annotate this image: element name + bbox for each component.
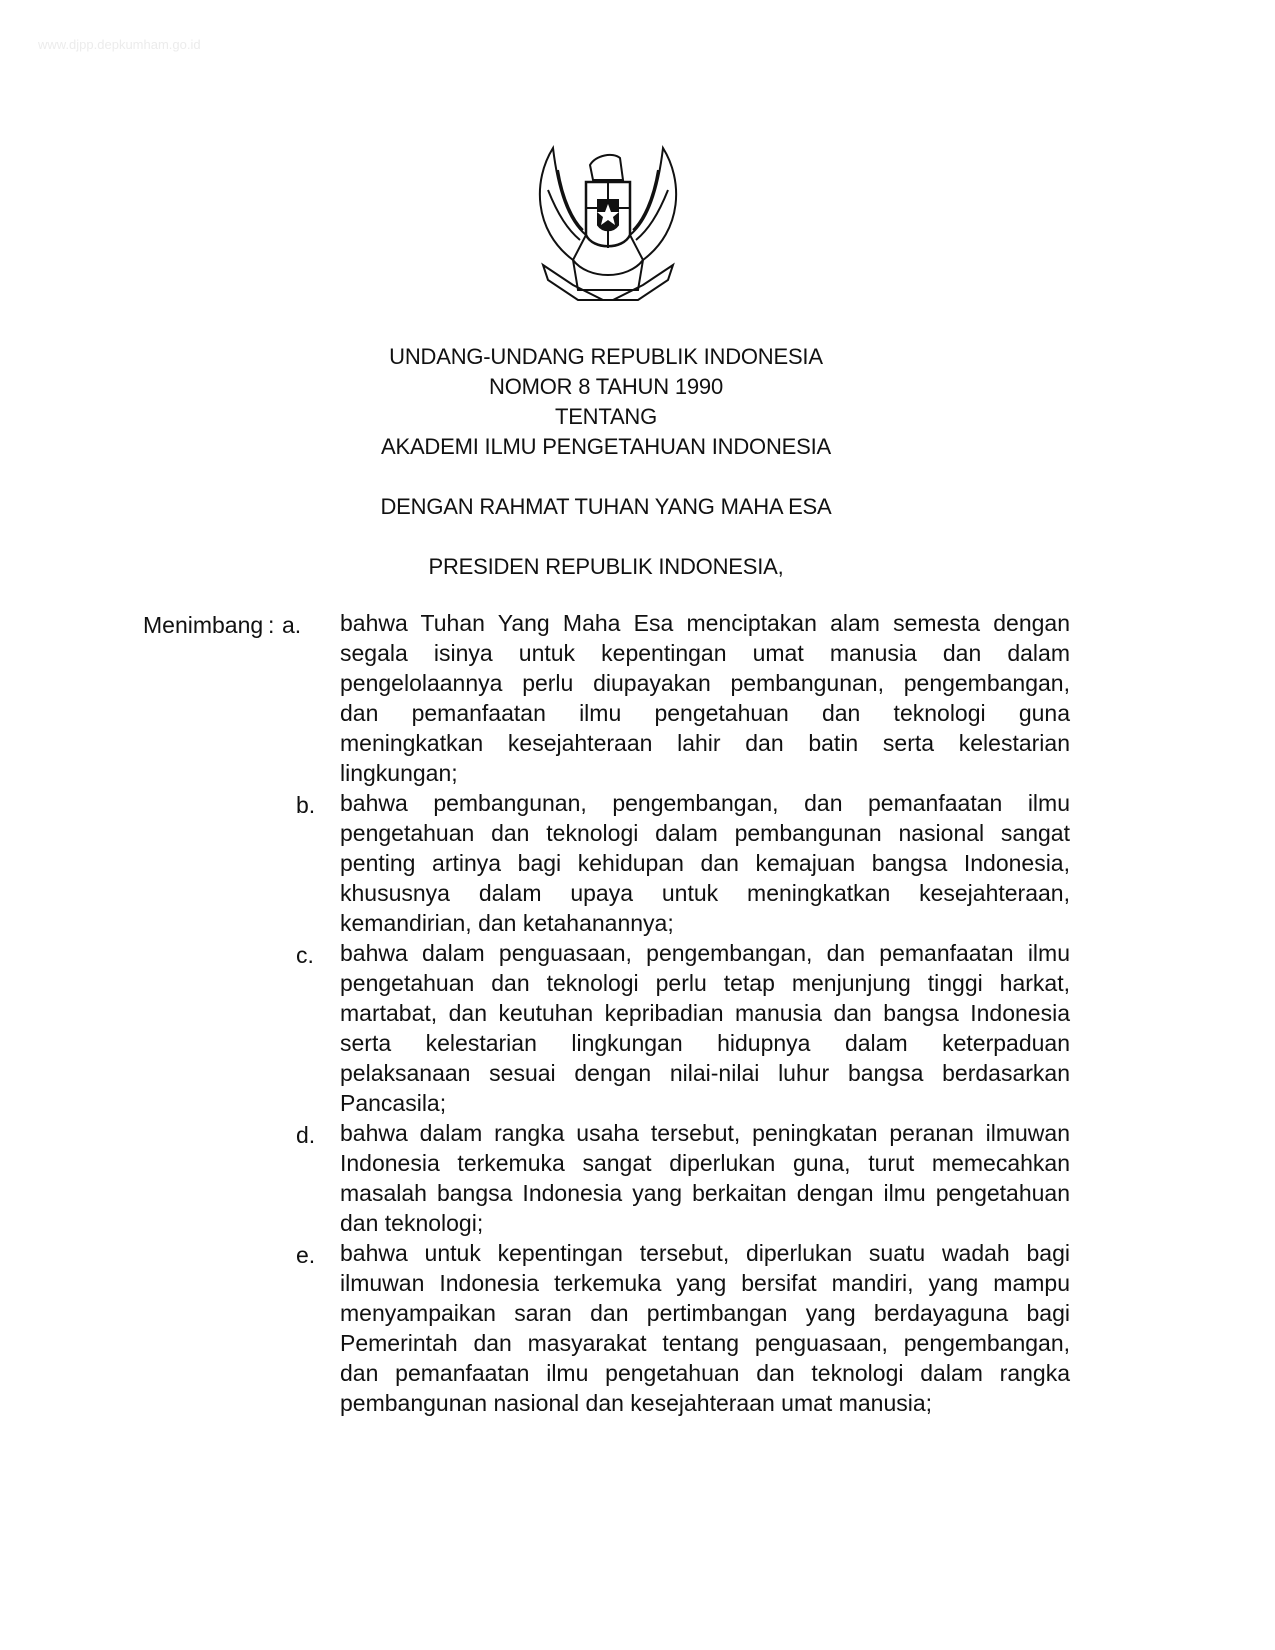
title-line-2: NOMOR 8 TAHUN 1990 bbox=[489, 374, 723, 399]
item-text-line: bahwa untuk kepentingan tersebut, diperlukan suatu wadah bagi bbox=[340, 1240, 1070, 1266]
item-text-line: Indonesia terkemuka sangat diperlukan guna, turut memecahkan bbox=[340, 1150, 1070, 1176]
item-text-line: pengetahuan dan teknologi dalam pembangunan nasional sangat bbox=[340, 820, 1070, 846]
item-text-line: kemandirian, dan ketahanannya; bbox=[340, 910, 674, 936]
item-text-line: segala isinya untuk kepentingan umat manusia dan dalam bbox=[340, 640, 1070, 666]
garuda-emblem-icon bbox=[528, 140, 688, 312]
item-text-line: penting artinya bagi kehidupan dan kemajuan bangsa Indonesia, bbox=[340, 850, 1070, 876]
item-text-line: masalah bangsa Indonesia yang berkaitan dengan ilmu pengetahuan bbox=[340, 1180, 1070, 1206]
item-text-line: khususnya dalam upaya untuk meningkatkan kesejahteraan, bbox=[340, 880, 1070, 906]
considering-colon: : bbox=[268, 612, 275, 638]
item-text-line: serta kelestarian lingkungan hidupnya dalam keterpaduan bbox=[340, 1030, 1070, 1056]
watermark: www.djpp.depkumham.go.id bbox=[38, 37, 201, 52]
item-text-line: lingkungan; bbox=[340, 760, 458, 786]
item-label: d. bbox=[296, 1122, 316, 1148]
item-text-line: pelaksanaan sesuai dengan nilai-nilai luhur bangsa berdasarkan bbox=[340, 1060, 1070, 1086]
item-label: e. bbox=[296, 1242, 316, 1268]
item-text-line: dan pemanfaatan ilmu pengetahuan dan teknologi guna bbox=[340, 700, 1070, 726]
item-label: c. bbox=[296, 942, 314, 968]
item-text-line: menyampaikan saran dan pertimbangan yang berdayaguna bagi bbox=[340, 1300, 1070, 1326]
title-line-1: UNDANG-UNDANG REPUBLIK INDONESIA bbox=[389, 344, 823, 369]
title-line-4: AKADEMI ILMU PENGETAHUAN INDONESIA bbox=[381, 434, 831, 459]
item-label: a. bbox=[282, 612, 302, 638]
title-line-3: TENTANG bbox=[554, 404, 658, 429]
item-text-line: Pancasila; bbox=[340, 1090, 447, 1116]
item-text-line: bahwa pembangunan, pengembangan, dan pemanfaatan ilmu bbox=[340, 790, 1070, 816]
item-text-line: martabat, dan keutuhan kepribadian manusia dan bangsa Indonesia bbox=[340, 1000, 1070, 1026]
item-text-line: Pemerintah dan masyarakat tentang penguasaan, pengembangan, bbox=[340, 1330, 1070, 1356]
item-text-line: dan pemanfaatan ilmu pengetahuan dan teknologi dalam rangka bbox=[340, 1360, 1070, 1386]
item-text-line: pengetahuan dan teknologi perlu tetap menjunjung tinggi harkat, bbox=[340, 970, 1070, 996]
item-label: b. bbox=[296, 792, 316, 818]
president-heading: PRESIDEN REPUBLIK INDONESIA, bbox=[428, 554, 784, 579]
item-text-line: pembangunan nasional dan kesejahteraan umat manusia; bbox=[340, 1390, 933, 1416]
item-text-line: bahwa dalam penguasaan, pengembangan, dan pemanfaatan ilmu bbox=[340, 940, 1070, 966]
item-text-line: ilmuwan Indonesia terkemuka yang bersifat mandiri, yang mampu bbox=[340, 1270, 1070, 1296]
item-text-line: bahwa Tuhan Yang Maha Esa menciptakan alam semesta dengan bbox=[340, 610, 1070, 636]
item-text-line: bahwa dalam rangka usaha tersebut, peningkatan peranan ilmuwan bbox=[340, 1120, 1070, 1146]
invocation: DENGAN RAHMAT TUHAN YANG MAHA ESA bbox=[380, 494, 832, 519]
considering-label: Menimbang bbox=[143, 612, 264, 638]
item-text-line: dan teknologi; bbox=[340, 1210, 484, 1236]
item-text-line: meningkatkan kesejahteraan lahir dan batin serta kelestarian bbox=[340, 730, 1070, 756]
item-text-line: pengelolaannya perlu diupayakan pembangunan, pengembangan, bbox=[340, 670, 1070, 696]
